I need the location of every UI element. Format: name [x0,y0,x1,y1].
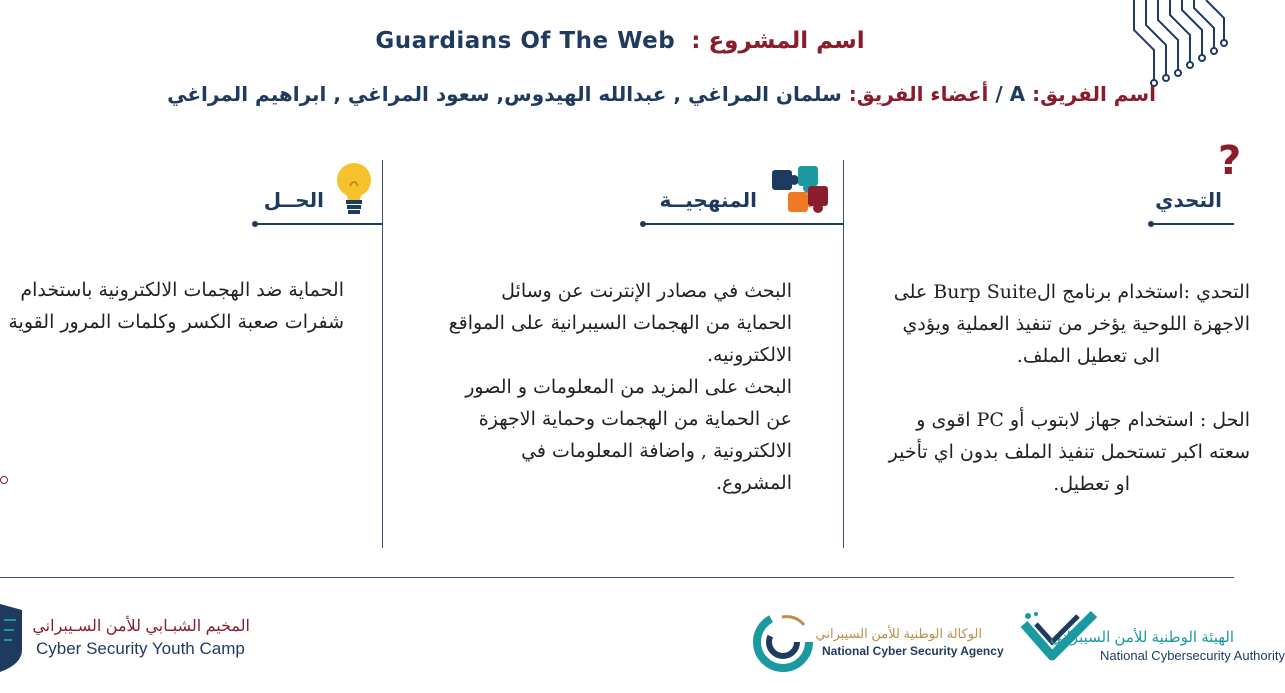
members-label: أعضاء الفريق: [848,82,989,106]
text-line: شفرات صعبة الكسر وكلمات المرور القوية [8,311,344,333]
solution-heading: الحــل [263,188,324,212]
text-line: سعته اكبر تستحمل تنفيذ الملف بدون اي تأخير [888,441,1250,463]
camp-name-en: Cyber Security Youth Camp [36,639,245,658]
methodology-heading: المنهجيــة [659,188,757,212]
heading-underline [1152,223,1234,225]
challenge-heading: التحدي [1155,188,1222,212]
text-line: البحث في مصادر الإنترنت عن وسائل [501,280,792,302]
underline-dot [1148,221,1154,227]
text-line: الحماية ضد الهجمات الالكترونية باستخدام [20,279,344,301]
footer-divider [0,577,1234,578]
text-line: الحل : استخدام جهاز لابتوب أو PC اقوى و [916,409,1250,431]
bullet-mark [0,476,8,484]
team-label: اسم الفريق: [1032,82,1156,106]
nca-logo-icon [752,611,814,673]
column-divider [382,160,383,548]
challenge-text [889,276,1250,500]
nca-name-en: National Cyber Security Agency [822,644,1004,658]
underline-dot [640,221,646,227]
question-mark-icon: ? [1218,138,1242,184]
heading-underline [644,223,844,225]
circuit-decoration [1124,0,1234,95]
team-value: A / [995,82,1026,106]
text-line: الى تعطيل الملف. [1016,345,1160,367]
project-name: Guardians Of The Web [375,28,676,54]
text-line: الحماية من الهجمات السيبرانية على المواقع [448,312,792,334]
camp-name-ar: المخيم الشبـابي للأمن السـيبراني [32,618,250,635]
nca-name-ar: الوكالة الوطنية للأمن السيبراني [815,626,982,641]
text-line: او تعطيل. [1053,473,1130,495]
team-line [167,82,1156,106]
text-line: التحدي :استخدام برنامج الBurp Suite على [893,281,1250,303]
team-members: سلمان المراغي , عبدالله الهيدوس, سعود المراغي , ابراهيم المراغي [167,82,842,106]
ncsa-name-en: National Cybersecurity Authority [1100,648,1285,663]
puzzle-pieces-icon [768,162,834,220]
text-line: عن الحماية من الهجمات وحماية الاجهزة [478,408,792,430]
project-label: اسم المشروع : [691,28,865,54]
text-line: الالكترونيه. [706,344,792,366]
solution-text [8,274,344,338]
text-line: المشروع. [715,472,792,494]
text-line: الالكترونية , واضافة المعلومات في [521,440,792,462]
underline-dot [252,221,258,227]
methodology-text [449,275,792,499]
project-title [300,28,940,54]
text-line: البحث على المزيد من المعلومات و الصور [465,376,792,398]
youth-camp-shield-icon [0,600,24,674]
lightbulb-icon [332,160,376,220]
text-line [889,372,1250,404]
ncsa-name-ar: الهيئة الوطنية للأمن السيبراني [1049,629,1234,646]
column-divider [843,160,844,548]
heading-underline [256,223,382,225]
text-line: الاجهزة اللوحية يؤخر من تنفيذ العملية ويؤدي [902,313,1250,335]
